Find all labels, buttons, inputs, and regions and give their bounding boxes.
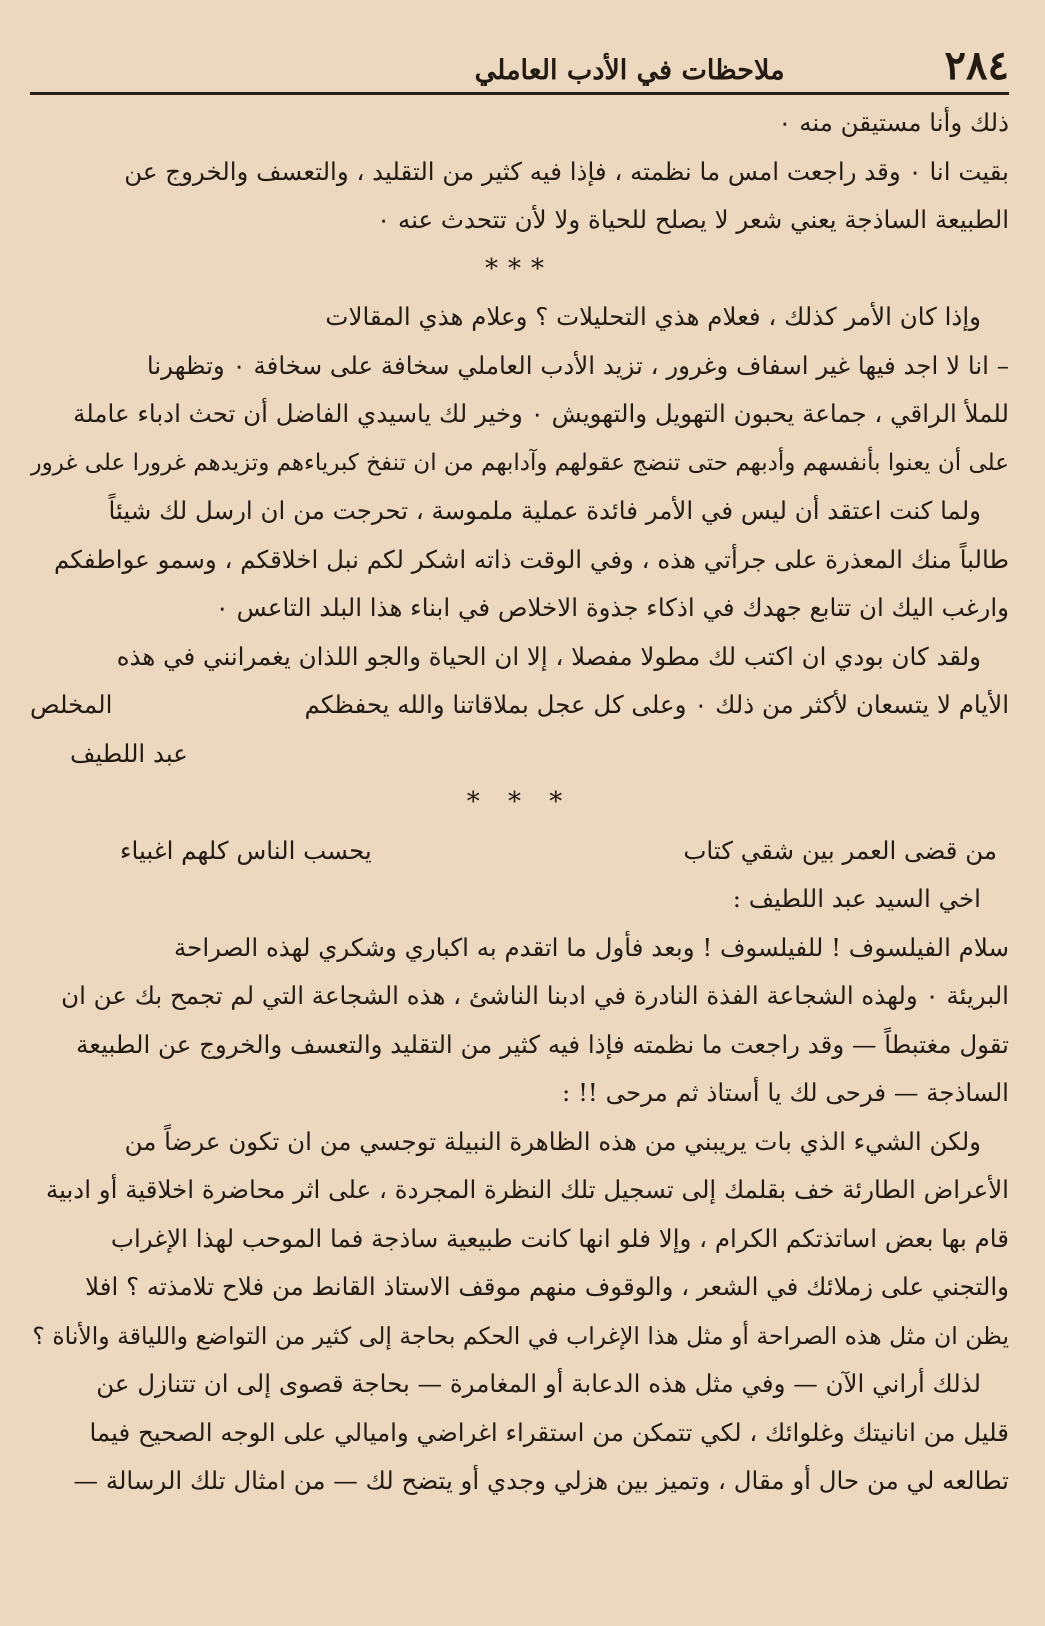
sign-off: المخلص (30, 690, 113, 719)
text-line: والتجني على زملائك في الشعر ، والوقوف منهم موقف الاستاذ القانط من فلاح تلامذته ؟ افلا (85, 1272, 1009, 1301)
text-line: الأيام لا يتسعان لأكثر من ذلك ٠ وعلى كل عجل بملاقاتنا والله يحفظكم (304, 690, 1009, 719)
verse-hemistich-2: يحسب الناس كلهم اغبياء (120, 835, 372, 865)
text-line: ولما كنت اعتقد أن ليس في الأمر فائدة عملية ملموسة ، تحرجت من ان ارسل لك شيئاً (108, 496, 981, 525)
text-line: الطبيعة الساذجة يعني شعر لا يصلح للحياة ولا لأن تتحدث عنه ٠ (377, 205, 1009, 234)
text-line: يظن ان مثل هذه الصراحة أو مثل هذا الإغراب في الحكم بحاجة إلى كثير من التواضع واللياقة والأناة ؟ (32, 1321, 1009, 1350)
header-rule (30, 92, 1009, 95)
text-line: وارغب اليك ان تتابع جهدك في اذكاء جذوة الاخلاص في ابناء هذا البلد التاعس ٠ (215, 593, 1009, 622)
text-line: وإذا كان الأمر كذلك ، فعلام هذي التحليلات ؟ وعلام هذي المقالات (325, 302, 981, 331)
closing-row (30, 681, 1009, 730)
text-line: ولقد كان بودي ان اكتب لك مطولا مفصلا ، إلا ان الحياة والجو اللذان يغمرانني في هذه (116, 641, 981, 671)
section-divider: * * * (466, 787, 573, 817)
text-line: الأعراض الطارئة خف بقلمك إلى تسجيل تلك النظرة المجردة ، على اثر محاضرة اخلاقية أو ادبية (45, 1175, 1009, 1204)
page-body (30, 99, 1009, 1506)
signature: عبد اللطيف (70, 738, 188, 768)
text-line: بقيت انا ٠ وقد راجعت امس ما نظمته ، فإذا فيه كثير من التقليد ، والتعسف والخروج عن (124, 156, 1009, 186)
text-line: ذلك وأنا مستيقن منه ٠ (778, 108, 1009, 137)
text-line: الساذجة — فرحى لك يا أستاذ ثم مرحى !! : (562, 1078, 1009, 1107)
text-line: تقول مغتبطاً — وقد راجعت ما نظمته فإذا فيه كثير من التقليد والتعسف والخروج عن الطبيعة (76, 1029, 1009, 1059)
text-line: على أن يعنوا بأنفسهم وأدبهم حتى تنضج عقولهم وآدابهم من ان تنفخ كبرياءهم وتزيدهم غرورا على غرور (30, 449, 1009, 476)
text-line: – انا لا اجد فيها غير اسفاف وغرور ، تزيد الأدب العاملي سخافة على سخافة ٠ وتظهرنا (146, 350, 1009, 380)
salutation: اخي السيد عبد اللطيف : (732, 884, 981, 913)
running-title: ملاحظات في الأدب العاملي (474, 55, 785, 87)
text-line: سلام الفيلسوف ! للفيلسوف ! وبعد فأول ما اتقدم به اكباري وشكري لهذه الصراحة (174, 932, 1009, 962)
page-number: ٢٨٤ (944, 42, 1009, 89)
text-line: تطالعه لي من حال أو مقال ، وتميز بين هزلي وجدي أو يتضح لك — من امثال تلك الرسالة — (73, 1466, 1009, 1495)
text-line: قام بها بعض اساتذتكم الكرام ، وإلا فلو انها كانت طبيعية ساذجة فما الموحب لهذا الإغراب (110, 1223, 1009, 1253)
page-header (30, 28, 1009, 89)
text-line: طالباً منك المعذرة على جرأتي هذه ، وفي الوقت ذاته اشكر لكم نبل اخلاقكم ، وسمو عواطفكم (53, 544, 1009, 574)
verse-line (30, 827, 1009, 876)
text-line: لذلك أراني الآن — وفي مثل هذه الدعابة أو المغامرة — بحاجة قصوى إلى ان تتنازل عن (96, 1369, 981, 1398)
text-line: البريئة ٠ ولهذه الشجاعة الفذة النادرة في ادبنا الناشئ ، هذه الشجاعة التي لم تجمح بك عن ان (61, 981, 1009, 1010)
verse-hemistich-1: من قضى العمر بين شقي كتاب (683, 835, 997, 865)
text-line: قليل من انانيتك وغلوائك ، لكي تتمكن من استقراء اغراضي واميالي على الوجه الصحيح فيما (89, 1417, 1009, 1447)
text-line: ولكن الشيء الذي بات يريبني من هذه الظاهرة النبيلة توجسي من ان تكون عرضاً من (124, 1126, 981, 1156)
section-divider: *** (485, 253, 554, 284)
text-line: للملأ الراقي ، جماعة يحبون التهويل والتهويش ٠ وخير لك ياسيدي الفاضل أن تحث ادباء عاملة (73, 399, 1009, 428)
